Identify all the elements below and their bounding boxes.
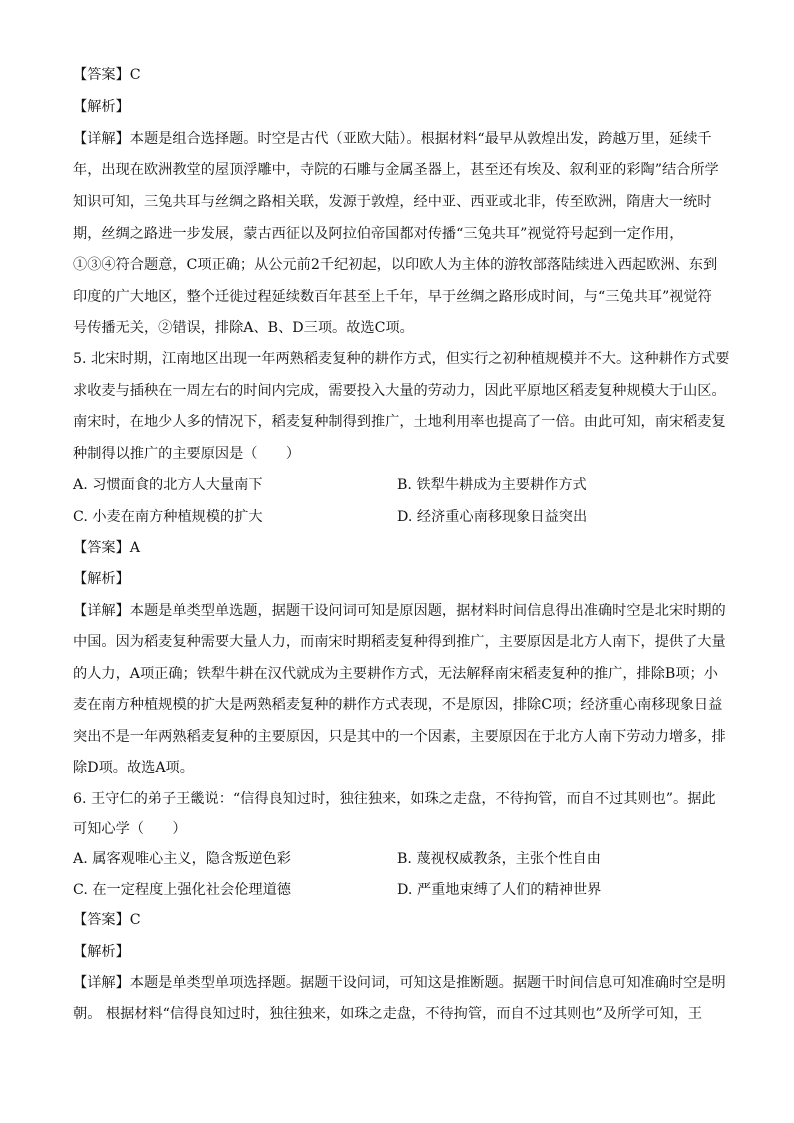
answer-label: 【答案】C — [73, 912, 141, 928]
explanation-line: 【详解】本题是组合选择题。时空是古代（亚欧大陆）。根据材料“最早从敦煌出发，跨越万里，延续千 — [73, 131, 712, 147]
explanation-line: 麦在南方种植规模的扩大是两熟稻麦复种的耕作方式表现，不是原因，排除C项；经济重心南移现象日益 — [73, 697, 723, 713]
question-5-text: 求收麦与插秧在一周左右的时间内完成，需要投入大量的劳动力，因此平原地区稻麦复种规模大于山区。 — [73, 383, 726, 399]
explanation-line: 知识可知，三兔共耳与丝绸之路相关联，发源于敦煌，经中亚、西亚或北非，传至欧洲，隋唐大一统时 — [73, 194, 712, 210]
question-5-text: 5. 北宋时期，江南地区出现一年两熟稻麦复种的耕作方式，但实行之初种植规模并不大。这种耕作方式要 — [73, 351, 730, 367]
explanation-line: 【详解】本题是单类型单选题，据题干设问词可知是原因题，据材料时间信息得出准确时空是北宋时期的 — [73, 603, 726, 619]
question-6-option-a: A. 属客观唯心主义，隐含叛逆色彩 — [73, 851, 291, 867]
explanation-line: 除D项。故选A项。 — [73, 760, 194, 776]
question-6-option-b: B. 蔑视权威教条，主张个性自由 — [397, 851, 601, 867]
analysis-label: 【解析】 — [73, 99, 130, 115]
answer-label: 【答案】C — [73, 67, 141, 83]
question-5-option-b: B. 铁犁牛耕成为主要耕作方式 — [397, 477, 587, 493]
question-6-text: 6. 王守仁的弟子王畿说：“信得良知过时，独往独来，如珠之走盘，不待拘管，而自不过其则也”。据此 — [73, 791, 716, 807]
answer-label: 【答案】A — [73, 540, 140, 556]
explanation-line: 的人力，A项正确；铁犁牛耕在汉代就成为主要耕作方式，无法解释南宋稻麦复种的推广，排除B项；小 — [73, 666, 718, 682]
question-6-option-c: C. 在一定程度上强化社会伦理道德 — [73, 882, 291, 898]
explanation-line: 中国。因为稻麦复种需要大量人力，而南宋时期稻麦复种得到推广，主要原因是北方人南下，提供了大量 — [73, 634, 726, 650]
question-6-option-d: D. 严重地束缚了人们的精神世界 — [397, 882, 602, 898]
explanation-line: 期，丝绸之路进一步发展，蒙古西征以及阿拉伯帝国都对传播“三兔共耳”视觉符号起到一定作用， — [73, 226, 684, 242]
analysis-label: 【解析】 — [73, 944, 130, 960]
question-5-option-d: D. 经济重心南移现象日益突出 — [397, 509, 588, 525]
analysis-label: 【解析】 — [73, 571, 130, 587]
question-5-option-c: C. 小麦在南方种植规模的扩大 — [73, 509, 263, 525]
explanation-line: 朝。 根据材料“信得良知过时，独往独来，如珠之走盘，不待拘管，而自不过其则也”及所学可知，王 — [73, 1006, 703, 1022]
question-6-text: 可知心学（ ） — [73, 821, 187, 837]
question-5-text: 种制得以推广的主要原因是（ ） — [73, 446, 301, 462]
question-5-text: 南宋时，在地少人多的情况下，稻麦复种制得到推广，土地利用率也提高了一倍。由此可知，南宋稻麦复 — [73, 414, 726, 430]
explanation-line: 号传播无关，②错误，排除A、B、D三项。故选C项。 — [73, 320, 414, 336]
question-5-option-a: A. 习惯面食的北方人大量南下 — [73, 477, 263, 493]
explanation-line: ①③④符合题意，C项正确；从公元前2千纪初起，以印欧人为主体的游牧部落陆续进入西起欧洲、东到 — [73, 257, 718, 273]
explanation-line: 【详解】本题是单类型单项选择题。据题干设问词，可知这是推断题。据题干时间信息可知准确时空是明 — [73, 975, 726, 991]
explanation-line: 突出不是一年两熟稻麦复种的主要原因，只是其中的一个因素，主要原因在于北方人南下劳动力增多，排 — [73, 729, 726, 745]
explanation-line: 年，出现在欧洲教堂的屋顶浮雕中，寺院的石雕与金属圣器上，甚至还有埃及、叙利亚的彩陶”结合所学 — [73, 162, 719, 178]
explanation-line: 印度的广大地区，整个迁徙过程延续数百年甚至上千年，早于丝绸之路形成时间，与“三兔共耳”视觉符 — [73, 289, 712, 305]
